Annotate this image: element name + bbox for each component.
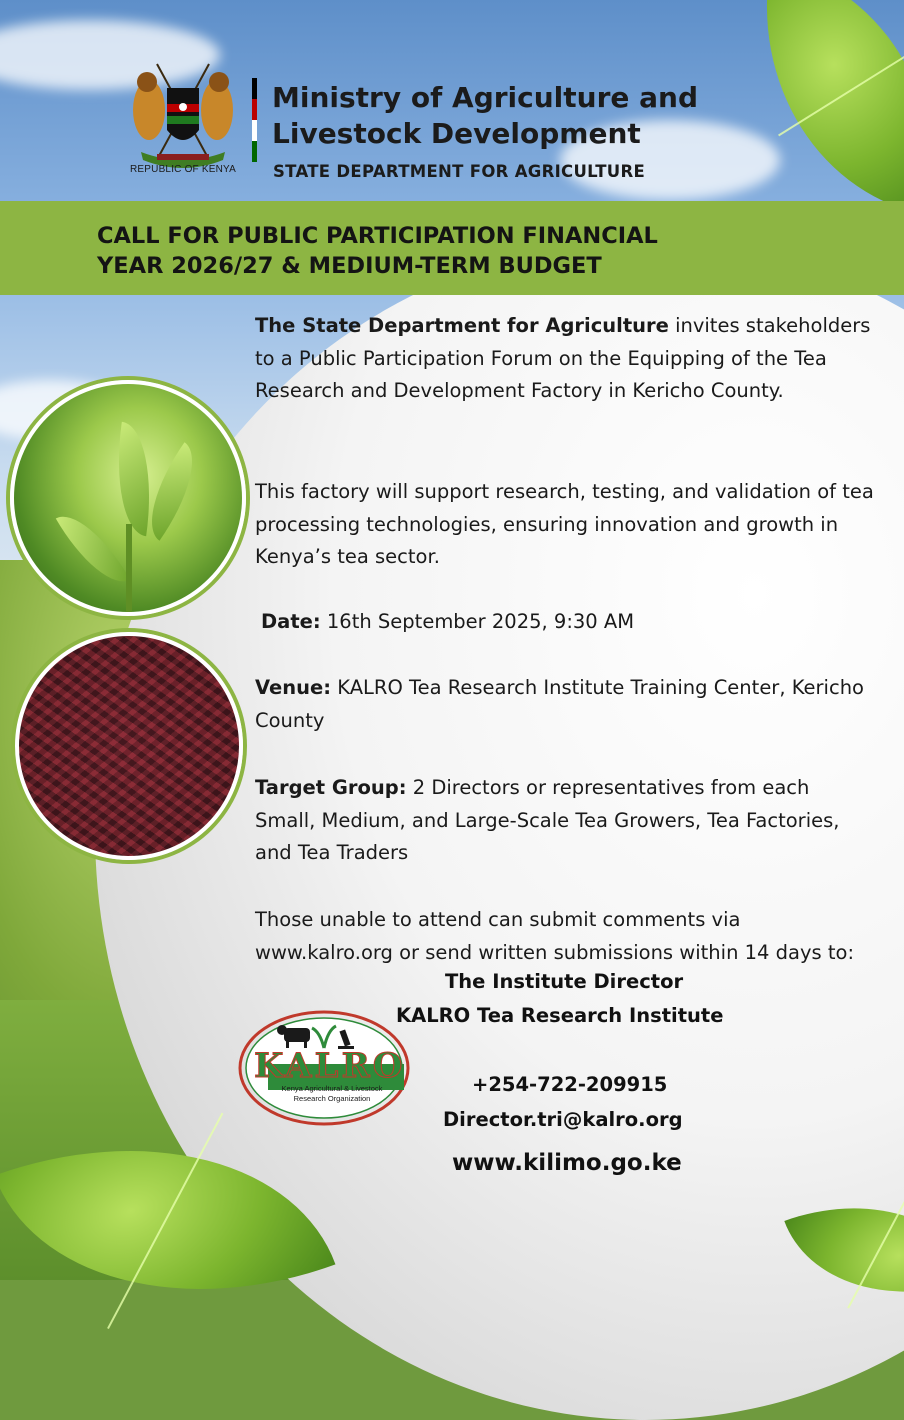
date-label: Date:	[261, 610, 321, 633]
page-title	[97, 221, 797, 281]
kalro-logo-subtitle-line2: Research Organization	[293, 1094, 371, 1103]
header	[0, 0, 904, 200]
ministry-title	[272, 80, 742, 152]
kenya-flag-bar	[252, 78, 257, 162]
submission-paragraph: Those unable to attend can submit comments via www.kalro.org or send written submissions within 14 days to:	[255, 908, 855, 964]
state-department-title: STATE DEPARTMENT FOR AGRICULTURE	[273, 162, 646, 181]
kenya-coat-of-arms-icon	[127, 60, 239, 180]
target-group-line	[255, 772, 875, 870]
intro-bold: The State Department for Agriculture	[255, 314, 669, 337]
title-banner	[0, 201, 904, 295]
date-line	[261, 606, 634, 639]
phone-number: +254-722-209915	[472, 1073, 668, 1096]
kalro-logo-name: KALRO	[254, 1046, 406, 1086]
venue-value: KALRO Tea Research Institute Training Center, Kericho County	[255, 676, 864, 732]
ministry-title-line2: Livestock Development	[272, 117, 641, 150]
coat-of-arms-caption: REPUBLIC OF KENYA	[129, 164, 237, 175]
date-value: 16th September 2025, 9:30 AM	[320, 610, 635, 633]
page-title-line1: CALL FOR PUBLIC PARTICIPATION FINANCIAL	[97, 223, 658, 249]
website-link[interactable]: www.kilimo.go.ke	[452, 1150, 682, 1176]
venue-label: Venue:	[255, 676, 332, 699]
page-title-line2: YEAR 2026/27 & MEDIUM-TERM BUDGET	[97, 253, 602, 279]
processed-tea-photo	[15, 632, 243, 860]
kalro-logo-subtitle-line1: Kenya Agricultural & Livestock	[281, 1084, 383, 1093]
tea-stem	[126, 524, 132, 616]
target-label: Target Group:	[255, 776, 407, 799]
kalro-logo	[238, 1008, 414, 1126]
purpose-paragraph: This factory will support research, testing, and validation of tea processing technologies, ensuring innovation and growth in Kenya’s tea sector.	[255, 480, 874, 568]
addressee-line2: KALRO Tea Research Institute	[396, 1004, 724, 1027]
email-link[interactable]: Director.tri@kalro.org	[443, 1108, 683, 1131]
intro-text: invites stakeholders to a Public Participation Forum on the Equipping of the Tea Research and Development Factory in Kericho County.	[255, 314, 871, 402]
intro-paragraph	[255, 310, 875, 408]
ministry-title-line1: Ministry of Agriculture and	[272, 81, 699, 114]
target-value: 2 Directors or representatives from each Small, Medium, and Large-Scale Tea Growers, Tea Factories, and Tea Traders	[255, 776, 840, 864]
venue-line	[255, 672, 875, 737]
tea-sprout	[56, 502, 130, 597]
tea-leaves-photo	[10, 380, 246, 616]
addressee-line1: The Institute Director	[445, 970, 684, 993]
